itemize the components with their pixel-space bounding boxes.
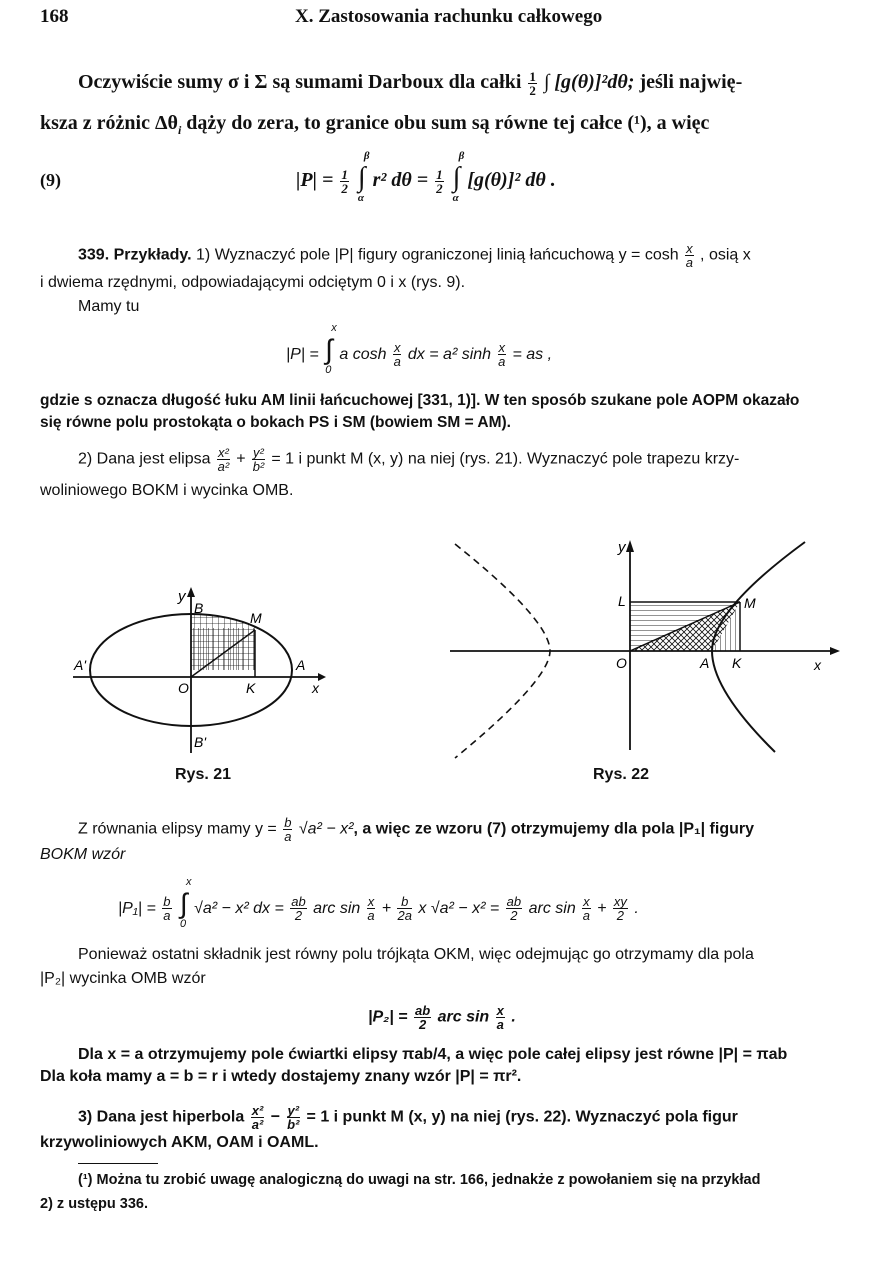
after-line7-tail: = 1 i punkt M (x, y) na niej (rys. 22). Wyznaczyć pola figur — [306, 1108, 738, 1126]
after-line3: Ponieważ ostatni składnik jest równy polu trójkąta OKM, więc odejmując go otrzymamy dla pola — [78, 946, 754, 963]
fig21-label-K: K — [246, 680, 256, 696]
figure-22-caption: Rys. 22 — [593, 766, 650, 783]
footnote-line1: (¹) Można tu zrobić uwagę analogiczną do uwagi na str. 166, jednakże z powołaniem się na przykład — [78, 1172, 761, 1188]
fig22-label-K: K — [732, 655, 742, 671]
fig21-label-B: B — [194, 600, 204, 616]
footnote-rule — [78, 1163, 158, 1164]
after-line1 — [78, 816, 754, 843]
eqP1-integral: ∫ x 0 — [179, 876, 192, 930]
eq9-half-2: $\frac{1}{2}$ — [436, 166, 443, 196]
fig21-label-y: y — [178, 588, 186, 605]
fig22-label-M: M — [744, 595, 756, 611]
eq9-rhs: [g(θ)]² dθ . — [467, 169, 556, 191]
hyp-frac-y2-b2: $\frac{\text{y²}}{\text{b²}}$ — [287, 1103, 300, 1132]
eqP1-end: . — [634, 900, 639, 917]
after-line7-start: 3) Dana jest hiperbola — [78, 1108, 245, 1126]
eqP1-frac-ab-2b: $\frac{ab}{2}$ — [506, 894, 522, 924]
cat-frac2: $\frac{x}{a}$ — [498, 340, 506, 370]
fig21-label-O: O — [178, 680, 189, 696]
cat-lhs: |P| = — [286, 346, 319, 363]
page-header — [40, 6, 860, 32]
frac-x-over-a: $\frac{x}{a}$ — [685, 241, 693, 270]
eqP1-frac-x-a: $\frac{x}{a}$ — [367, 894, 375, 924]
eq9-lhs: |P| = — [296, 169, 334, 191]
fig21-label-A: A — [296, 657, 306, 673]
s339-text6-tail: = 1 i punkt M (x, y) na niej (rys. 21). Wyznaczyć pole trapezu krzy- — [271, 450, 740, 468]
s339-text1: 1) Wyznaczyć pole |P| figury ograniczonej linią łańcuchową y = cosh — [196, 246, 679, 264]
chapter-title: X. Zastosowania rachunku całkowego — [295, 6, 603, 27]
eqP2-frac-x-a: $\frac{x}{a}$ — [496, 1003, 504, 1032]
equation-P2 — [368, 1004, 516, 1031]
equation-P1: |P₁| = $\frac{b}{a}$ ∫ x 0 √a² − x² dx = $\frac{ab}{2}$ arc sin $\frac{x}{a}$ + $\frac{b}{2a}$ x √a² − x² = $\frac{ab}{2}$ arc sin $\frac{x}{a}$ + $\frac{xy}{2}$ . — [118, 876, 639, 930]
fig22-label-A: A — [700, 655, 710, 671]
p1-line2-tail: dąży do zera, to granice obu sum są równe tej całce (¹), a więc — [186, 112, 710, 134]
section-339-line5: się równe polu prostokąta o bokach PS i SM (bowiem SM = AM). — [40, 414, 511, 431]
equation-9 — [296, 150, 556, 204]
after-line5: Dla x = a otrzymujemy pole ćwiartki elipsy πab/4, a więc pole całej elipsy jest równe |P| = πab — [78, 1046, 788, 1063]
eqP1-mid: √a² − x² dx = — [194, 900, 284, 917]
after-sqrt: √a² − x² — [298, 820, 354, 838]
eqP1-frac-ab-2: $\frac{ab}{2}$ — [291, 894, 306, 924]
after-line1-start: Z równania elipsy mamy y = — [78, 820, 277, 838]
s339-text1-tail: , osią x — [700, 246, 751, 264]
after-line1-tail: , a więc ze wzoru (7) otrzymujemy dla pola |P₁| figury — [353, 820, 754, 838]
after-line8: krzywoliniowych AKM, OAM i OAML. — [40, 1134, 319, 1151]
p1-tail: jeśli najwię- — [639, 71, 743, 94]
paragraph1-line1 — [78, 70, 742, 97]
figure-21 — [68, 575, 338, 755]
cat-end: = as , — [512, 346, 553, 363]
after-line2: BOKM wzór — [40, 846, 126, 863]
page-number: 168 — [40, 6, 69, 27]
equation-number: (9) — [40, 170, 61, 190]
fig22-label-O: O — [616, 655, 627, 671]
frac-b-a: $\frac{b}{a}$ — [284, 815, 292, 844]
fig21-label-M: M — [250, 610, 262, 626]
catenary-equation — [286, 322, 553, 376]
p1-line2-text: ksza z różnic Δθ — [40, 112, 178, 134]
s339-text6: 2) Dana jest elipsa — [78, 450, 211, 468]
fig22-label-L: L — [618, 593, 626, 609]
after-line6: Dla koła mamy a = b = r i wtedy dostajemy znany wzór |P| = πr². — [40, 1068, 522, 1085]
eq9-mid: r² dθ = — [372, 169, 429, 191]
eq9-half-1: $\frac{1}{2}$ — [341, 166, 348, 196]
fig21-label-B-prime: B' — [194, 734, 207, 750]
paragraph1-line2 — [40, 112, 709, 138]
frac-x2-a2: $\frac{\text{x²}}{\text{a²}}$ — [217, 445, 230, 474]
eqP1-frac-b-a: $\frac{b}{a}$ — [163, 894, 171, 924]
eqP1-r3: arc sin — [528, 900, 576, 917]
cat-mid: a cosh — [339, 346, 387, 363]
eq9-integral-2: ∫ β α — [452, 150, 465, 204]
p1-integral: ∫ [g(θ)]²dθ; — [543, 71, 635, 94]
footnote-line2: 2) z ustępu 336. — [40, 1196, 148, 1212]
figure-21-caption: Rys. 21 — [175, 766, 232, 783]
section-339-line2: i dwiema rzędnymi, odpowiadającymi odciętym 0 i x (rys. 9). — [40, 274, 466, 291]
eqP1-r2: x √a² − x² = — [418, 900, 500, 917]
figure-22 — [450, 530, 850, 765]
eqP1-r1: arc sin — [313, 900, 361, 917]
fig21-label-x: x — [312, 680, 319, 696]
eqP1-frac-x-a-2: $\frac{x}{a}$ — [582, 894, 591, 924]
eq9-integral-1: ∫ β α — [357, 150, 370, 204]
eqP2-lhs: |P₂| = — [368, 1008, 408, 1026]
section-339-line4: gdzie s oznacza długość łuku AM linii łańcuchowej [331, 1)]. W ten sposób szukane pole AOPM okazało — [40, 392, 800, 409]
cat-integral: ∫ x 0 — [325, 322, 337, 376]
frac-y2-b2: $\frac{\text{y²}}{\text{b²}}$ — [252, 445, 265, 474]
eqP2-mid: arc sin — [437, 1008, 490, 1026]
cat-mid2: dx = a² sinh — [407, 346, 492, 363]
p1-text: Oczywiście sumy σ i Σ są sumami Darboux dla całki — [78, 71, 522, 94]
fig21-label-A-prime: A' — [74, 657, 87, 673]
p1-sub: i — [177, 123, 182, 137]
cat-frac1: $\frac{x}{a}$ — [393, 340, 401, 370]
eqP1-frac-b-2a: $\frac{b}{2a}$ — [397, 894, 412, 924]
fig22-label-y: y — [618, 539, 626, 556]
fig22-label-x: x — [814, 657, 821, 673]
section-339-line6: 2) Dana jest elipsa $\frac{\text{x²}}{\text{a²}}$ + $\frac{\text{y²}}{\text{b²}}$ = 1 i punkt M (x, y) na niej (rys. 21). Wyznaczyć pole trapezu krzy- — [78, 445, 740, 474]
hyp-frac-x2-a2: $\frac{\text{x²}}{\text{a²}}$ — [251, 1103, 264, 1132]
after-line7: 3) Dana jest hiperbola $\frac{\text{x²}}{\text{a²}}$ − $\frac{\text{y²}}{\text{b²}}$ = 1 i punkt M (x, y) na niej (rys. 22). Wyznaczyć pola figur — [78, 1103, 738, 1132]
eqP1-lhs: |P₁| = — [118, 900, 156, 917]
after-line4: |P₂| wycinka OMB wzór — [40, 970, 206, 987]
section-339-line7: woliniowego BOKM i wycinka OMB. — [40, 482, 294, 499]
eqP2-frac-ab-2: $\frac{ab}{2}$ — [414, 1003, 431, 1032]
section-339-line3: Mamy tu — [78, 298, 140, 315]
eqP2-end: . — [511, 1008, 516, 1026]
section-label: 339. Przykłady. — [78, 246, 192, 264]
eqP1-frac-xy-2: $\frac{xy}{2}$ — [613, 894, 627, 924]
section-339-line1 — [78, 242, 751, 269]
fraction-half: $\frac{1}{2}$ — [529, 69, 536, 98]
